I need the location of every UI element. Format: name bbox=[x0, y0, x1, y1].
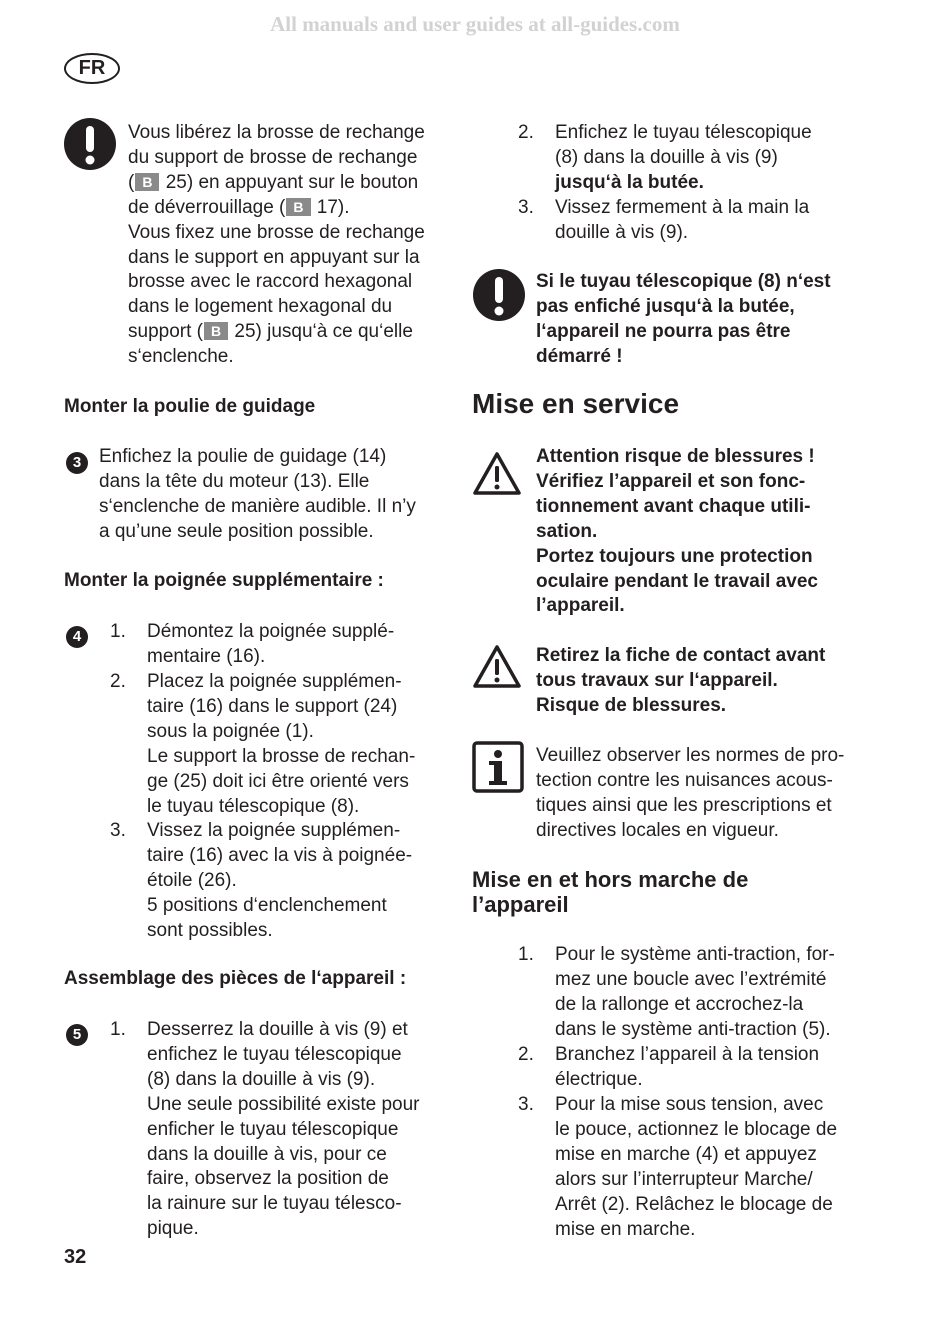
exclamation-icon bbox=[64, 118, 116, 170]
heading-mise-en-service: Mise en service bbox=[472, 388, 680, 419]
list-number: 1. bbox=[110, 621, 126, 642]
exclamation-icon bbox=[473, 269, 525, 321]
figure-ref-badge: B bbox=[204, 322, 228, 340]
list-item: Vissez la poignée supplémen- taire (16) avec la vis à poignée- étoile (26). 5 positions d‘enclenchement sont possibles. bbox=[147, 820, 413, 941]
list-item: Branchez l’appareil à la tension électrique. bbox=[555, 1044, 820, 1090]
step-number-icon: 5 bbox=[66, 1024, 88, 1046]
list-number: 3. bbox=[110, 820, 126, 841]
list-item: Pour la mise sous tension, avec le pouce, actionnez le blocage de mise en marche (4) et appuyez alors sur l’interrupteur Marche/ Arrêt (2). Relâchez le blocage de mise en marche. bbox=[555, 1094, 838, 1240]
page-number: 32 bbox=[64, 1246, 87, 1268]
note-telescopic-tube: Si le tuyau télescopique (8) n‘est pas enfiché jusqu‘à la butée, l‘appareil ne pourra pas être démarré ! bbox=[536, 271, 831, 367]
list-item: Pour le système anti-traction, for- mez une boucle avec l’extrémité de la rallonge et accrochez-la dans le système anti-traction (5). bbox=[555, 944, 835, 1040]
heading-on-off: Mise en et hors marche de l’appareil bbox=[472, 867, 749, 917]
language-badge: FR bbox=[64, 53, 120, 84]
step-number-icon: 3 bbox=[66, 452, 88, 474]
step-text: Enfichez la poulie de guidage (14) dans la tête du moteur (13). Elle s‘enclenche de manière audible. Il n’y a qu’une seule position possible. bbox=[99, 446, 416, 542]
step-number-icon: 4 bbox=[66, 626, 88, 648]
info-note: Veuillez observer les normes de pro- tection contre les nuisances acous- tiques ainsi que les prescriptions et directives locales en vigueur. bbox=[536, 745, 845, 841]
list-item: Vissez fermement à la main la douille à vis (9). bbox=[555, 197, 810, 243]
warning-triangle-icon bbox=[472, 644, 522, 689]
warning-unplug: Retirez la fiche de contact avant tous travaux sur l‘appareil. Risque de blessures. bbox=[536, 645, 826, 716]
note-spare-brush: Vous libérez la brosse de rechange du support de brosse de rechange ( B 25) en appuyant sur le bouton de déverrouillage ( B 17). Vous fixez une brosse de rechange dans le support en appuyant sur la brosse avec le raccord hexagonal dans le logement hexagonal du support ( B 25) jusqu‘à ce qu‘elle s‘enclenche. bbox=[128, 122, 425, 368]
list-number: 2. bbox=[518, 122, 534, 143]
figure-ref-badge: B bbox=[135, 173, 159, 191]
list-item: Desserrez la douille à vis (9) et enfichez le tuyau télescopique (8) dans la douille à vis (9). Une seule possibilité existe pour enficher le tuyau télescopique dans la douille à vis, pour ce faire, observez la position de la rainure sur le tuyau télesco- pique. bbox=[147, 1019, 420, 1240]
list-number: 1. bbox=[518, 944, 534, 965]
list-number: 1. bbox=[110, 1019, 126, 1040]
list-number: 2. bbox=[518, 1044, 534, 1065]
list-item: Placez la poignée supplémen- taire (16) dans le support (24) sous la poignée (1). Le support la brosse de rechan- ge (25) doit ici être orienté vers le tuyau télescopique (8). bbox=[147, 671, 416, 817]
section-title: Monter la poignée supplémentaire : bbox=[64, 570, 384, 591]
list-number: 2. bbox=[110, 671, 126, 692]
warning-triangle-icon bbox=[472, 451, 522, 496]
list-item: Démontez la poignée supplé- mentaire (16). bbox=[147, 621, 395, 667]
section-title: Monter la poulie de guidage bbox=[64, 396, 316, 417]
list-item: Enfichez le tuyau télescopique (8) dans la douille à vis (9) jusqu‘à la butée. bbox=[555, 122, 812, 193]
info-icon bbox=[472, 741, 524, 793]
figure-ref-badge: B bbox=[286, 198, 310, 216]
list-number: 3. bbox=[518, 1094, 534, 1115]
watermark: All manuals and user guides at all-guides.com bbox=[270, 12, 680, 36]
warning-injury: Attention risque de blessures ! Vérifiez l’appareil et son fonc- tionnement avant chaque utili- sation. Portez toujours une protection oculaire pendant le travail avec l’appareil. bbox=[536, 446, 818, 617]
list-number: 3. bbox=[518, 197, 534, 218]
section-title: Assemblage des pièces de l‘appareil : bbox=[64, 968, 407, 989]
